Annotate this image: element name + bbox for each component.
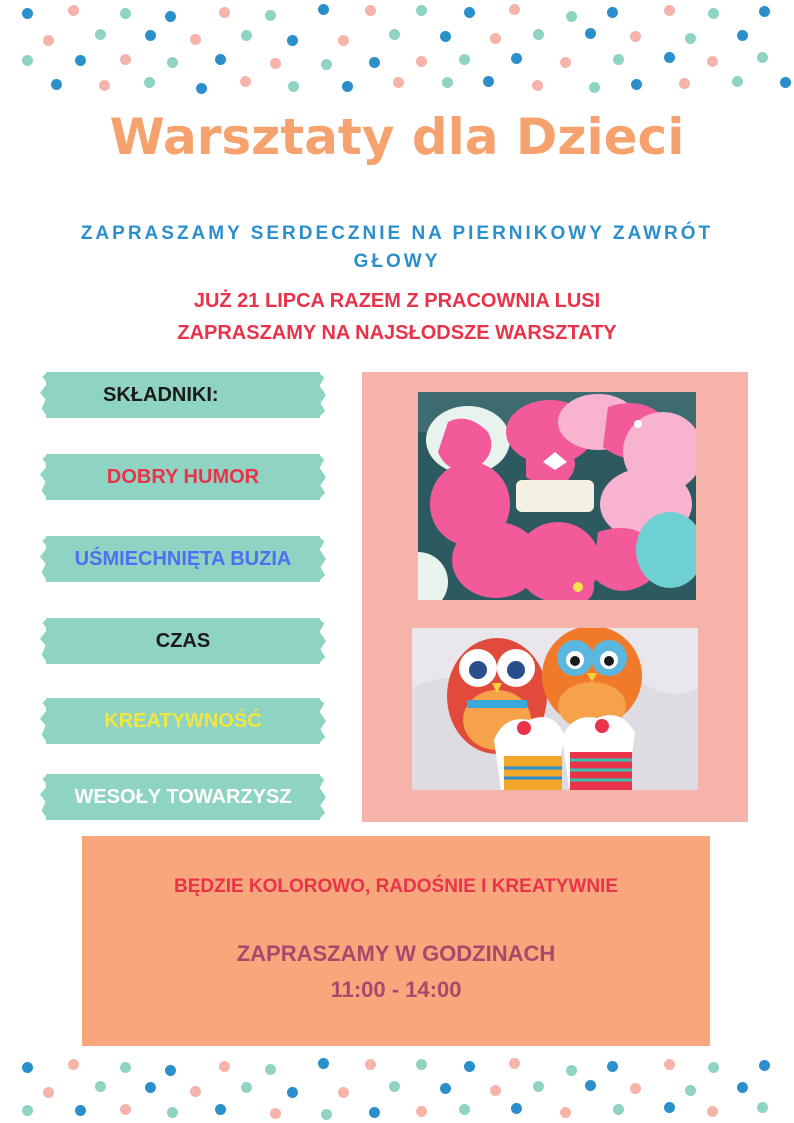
confetti-dot	[43, 1087, 54, 1098]
ingredient-brush	[46, 454, 320, 500]
confetti-dot	[737, 1082, 748, 1093]
event-hours-label: ZAPRASZAMY W GODZINACH	[236, 941, 556, 966]
confetti-dot	[664, 52, 675, 63]
ingredient-smiling-face: UŚMIECHNIĘTA BUZIA	[74, 548, 292, 570]
confetti-dot	[511, 1103, 522, 1114]
confetti-dot	[509, 4, 520, 15]
confetti-dot	[288, 81, 299, 92]
confetti-dot	[533, 29, 544, 40]
confetti-dot	[509, 1058, 520, 1069]
confetti-dot	[219, 1061, 230, 1072]
ingredient-cheerful-companion: WESOŁY TOWARZYSZ	[74, 786, 292, 808]
confetti-dot	[219, 7, 230, 18]
confetti-dot	[732, 76, 743, 87]
confetti-dot	[338, 1087, 349, 1098]
confetti-dot	[511, 53, 522, 64]
confetti-dot	[365, 1059, 376, 1070]
confetti-dot	[318, 1058, 329, 1069]
confetti-dot	[566, 1065, 577, 1076]
confetti-dot	[342, 81, 353, 92]
confetti-dot	[607, 1061, 618, 1072]
confetti-dot	[560, 57, 571, 68]
confetti-dot	[120, 54, 131, 65]
confetti-dot	[196, 83, 207, 94]
confetti-dot	[338, 35, 349, 46]
confetti-dot	[464, 1061, 475, 1072]
confetti-dot	[318, 4, 329, 15]
confetti-dot	[679, 78, 690, 89]
ingredient-brush	[46, 536, 320, 582]
confetti-dot	[416, 1059, 427, 1070]
confetti-dot	[120, 8, 131, 19]
confetti-dot	[416, 5, 427, 16]
confetti-dot	[144, 77, 155, 88]
confetti-dot	[68, 1059, 79, 1070]
confetti-dot	[270, 1108, 281, 1119]
confetti-dot	[365, 5, 376, 16]
confetti-dot	[533, 1081, 544, 1092]
confetti-dot	[145, 1082, 156, 1093]
confetti-dot	[120, 1062, 131, 1073]
confetti-dot	[389, 29, 400, 40]
confetti-dot	[759, 1060, 770, 1071]
confetti-dot	[321, 59, 332, 70]
confetti-dot	[95, 1081, 106, 1092]
confetti-dot	[165, 11, 176, 22]
confetti-dot	[585, 1080, 596, 1091]
confetti-dot	[737, 30, 748, 41]
confetti-dot	[43, 35, 54, 46]
confetti-dot	[190, 1086, 201, 1097]
confetti-dot	[389, 1081, 400, 1092]
confetti-dot	[321, 1109, 332, 1120]
event-tagline: BĘDZIE KOLOROWO, RADOŚNIE I KREATYWNIE	[173, 876, 619, 897]
ingredient-brush	[46, 698, 320, 744]
bottom-confetti-dots	[0, 1050, 794, 1123]
confetti-dot	[22, 1062, 33, 1073]
confetti-dot	[483, 76, 494, 87]
gingerbread-cookies-photo	[418, 392, 696, 600]
confetti-dot	[369, 1107, 380, 1118]
confetti-dot	[459, 54, 470, 65]
ingredients-heading: SKŁADNIKI:	[103, 384, 219, 406]
confetti-dot	[265, 1064, 276, 1075]
confetti-dot	[167, 57, 178, 68]
confetti-dot	[566, 11, 577, 22]
confetti-dot	[613, 1104, 624, 1115]
confetti-dot	[167, 1107, 178, 1118]
confetti-dot	[664, 1059, 675, 1070]
confetti-dot	[215, 1104, 226, 1115]
date-announcement-line-2: ZAPRASZAMY NA NAJSŁODSZE WARSZTATY	[177, 322, 617, 344]
confetti-dot	[685, 1085, 696, 1096]
confetti-dot	[440, 1083, 451, 1094]
confetti-dot	[22, 55, 33, 66]
confetti-dot	[631, 79, 642, 90]
confetti-dot	[440, 31, 451, 42]
event-hours-time: 11:00 - 14:00	[330, 977, 462, 1002]
confetti-dot	[393, 77, 404, 88]
confetti-dot	[708, 8, 719, 19]
confetti-dot	[22, 1105, 33, 1116]
ingredient-good-humor: DOBRY HUMOR	[106, 466, 260, 488]
confetti-dot	[240, 76, 251, 87]
confetti-dot	[22, 8, 33, 19]
confetti-dot	[369, 57, 380, 68]
confetti-dot	[265, 10, 276, 21]
confetti-dot	[560, 1107, 571, 1118]
confetti-dot	[490, 33, 501, 44]
confetti-dot	[707, 1106, 718, 1117]
confetti-dot	[780, 77, 791, 88]
confetti-dot	[241, 1082, 252, 1093]
confetti-dot	[759, 6, 770, 17]
event-info-box	[82, 836, 710, 1046]
confetti-dot	[95, 29, 106, 40]
confetti-dot	[120, 1104, 131, 1115]
confetti-dot	[664, 5, 675, 16]
confetti-dot	[664, 1102, 675, 1113]
confetti-dot	[630, 31, 641, 42]
owl-cupcake-cookies-photo	[412, 628, 698, 790]
date-announcement-line-1: JUŻ 21 LIPCA RAZEM Z PRACOWNIA LUSI	[193, 290, 601, 312]
confetti-dot	[51, 79, 62, 90]
date-announcement	[40, 285, 754, 349]
event-hours	[82, 936, 710, 1008]
ingredient-time: CZAS	[155, 630, 211, 652]
confetti-dot	[459, 1104, 470, 1115]
ingredient-brush	[46, 774, 320, 820]
confetti-dot	[75, 55, 86, 66]
confetti-dot	[68, 5, 79, 16]
confetti-dot	[685, 33, 696, 44]
ingredient-brush	[46, 618, 320, 664]
confetti-dot	[442, 77, 453, 88]
confetti-dot	[287, 35, 298, 46]
confetti-dot	[707, 56, 718, 67]
confetti-dot	[75, 1105, 86, 1116]
confetti-dot	[708, 1062, 719, 1073]
confetti-dot	[585, 28, 596, 39]
confetti-dot	[464, 7, 475, 18]
invitation-subtitle: ZAPRASZAMY SERDECZNIE NA PIERNIKOWY ZAWRÓT GŁOWY	[80, 223, 714, 272]
ingredient-header-brush	[46, 372, 320, 418]
confetti-dot	[490, 1085, 501, 1096]
confetti-dot	[416, 56, 427, 67]
confetti-dot	[416, 1106, 427, 1117]
confetti-dot	[757, 52, 768, 63]
confetti-dot	[145, 30, 156, 41]
confetti-dot	[241, 30, 252, 41]
confetti-dot	[165, 1065, 176, 1076]
confetti-dot	[630, 1083, 641, 1094]
confetti-dot	[757, 1102, 768, 1113]
confetti-dot	[215, 54, 226, 65]
poster-title: Warsztaty dla Dzieci	[109, 108, 685, 166]
top-confetti-dots	[0, 0, 794, 110]
ingredient-creativity: KREATYWNOŚĆ	[104, 710, 262, 732]
confetti-dot	[270, 58, 281, 69]
confetti-dot	[607, 7, 618, 18]
confetti-dot	[589, 82, 600, 93]
confetti-dot	[287, 1087, 298, 1098]
confetti-dot	[99, 80, 110, 91]
confetti-dot	[532, 80, 543, 91]
confetti-dot	[613, 54, 624, 65]
confetti-dot	[190, 34, 201, 45]
